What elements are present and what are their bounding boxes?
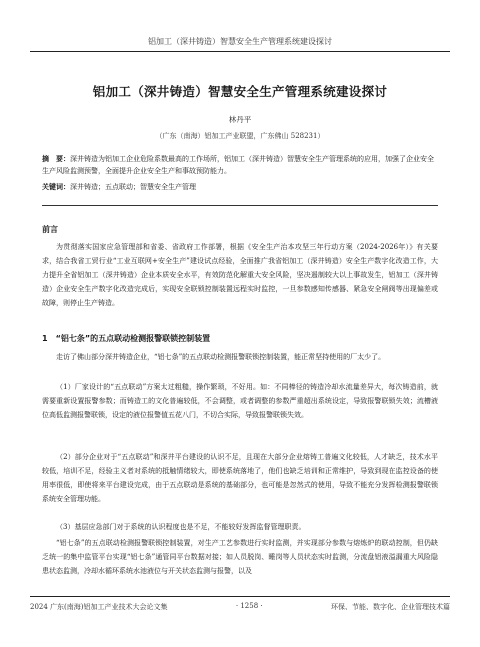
section-1-paragraph: 走访了佛山部分深井铸造企业，“铝七条”的五点联动检测报警联锁控制装置，能正常坚持使用的厂太少了。 [56,353,386,361]
running-header: 铝加工（深井铸造）智慧安全生产管理系统建设探讨 [30,36,450,52]
footer-section: 环保、节能、数字化、企业管理技术篇 [330,603,450,611]
section-1-paragraph: （3）基层应急部门对于系统的认识程度也是不足，不能较好发挥监督管理职责。 [56,523,306,531]
footer-divider [30,596,450,597]
keywords-text: 深井铸造；五点联动；智慧安全生产管理 [70,183,196,191]
section-1-paragraph: （2）部分企业对于“五点联动”和深井平台建设的认识不足，且现在大部分企业熔铸工普遍文化较低，人才缺乏，技术水平较低，培训不足，经验主义者对系统的抵触情绪较大，即使系统落地了，他们也缺乏培训和正常维护，导致到现在监控设备的使用率很低，即使将来平台建设完成，由于五点联动是系统的基础部分，也可能是忽然式的使用，导致不能充分发挥检测报警联锁系统安全管理功能。 [42,453,438,503]
keywords [42,182,438,192]
paper-title: 铝加工（深井铸造）智慧安全生产管理系统建设探讨 [92,84,388,99]
affiliation: （广东（南海）铝加工产业联盟，广东佛山 528231） [155,132,325,140]
abstract-text: 深井铸造为铝加工企业危险系数最高的工作场所，铝加工（深井铸造）智慧安全生产管理系统的应用，加强了企业安全生产风险监测预警，全面提升企业安全生产和事故预防能力。 [42,155,434,175]
section-1-paragraph: “铝七条”的五点联动检测报警联锁控制装置，对生产工艺参数进行实时监测，并实现部分参数与熔炼炉的联动控制，但仍缺乏统一的集中监管平台实现“铝七条”通管同平台数据对接；如人员脱岗、睡岗等人员状态实时监测，分流盘铝液溢漏重大风险隐患状态监测，冷却水循环系统水池液位与开关状态监测与报警，以及 [42,539,438,575]
intro-paragraph: 为贯彻落实国家应急管理部和省委、省政府工作部署，根据《安全生产治本攻坚三年行动方案（2024-2026年）》有关要求，结合我省工贸行业“工业互联网+安全生产”建设试点经验，全面推广我省铝加工（深井铸造）安全生产数字化改造工作，大力提升全省铝加工（深井铸造）企业本质安全水平，有效防范化解重大安全风险，坚决遏制较大以上事故发生，铝加工（深井铸造）企业安全生产数字化改造完成后，实现安全联锁控制装置远程实时监控，一旦参数感知传感器、紧急安全闸阀等出现偏差或故障，则停止生产铸造。 [42,243,438,307]
section-heading-1: 1 “铝七条”的五点联动检测报警联锁控制装置 [42,334,211,343]
section-1-paragraph: （1）厂家设计的“五点联动”方案太过粗糙，操作繁琐，不好用。如：不同棒径的铸造冷却水流量差异大，每次铸造前，就需要重新设置报警参数；而铸造工的文化普遍较低，不会调整，或者调整的参数严重超出系统设定，导致报警联锁失效；流槽液位高低监测报警联锁，设定的液位报警值五花八门，不切合实际，导致报警联锁失效。 [42,383,438,419]
abstract-divider [42,205,438,206]
abstract [42,153,438,177]
footer-proceedings: 2024 广东(南海)铝加工产业技术大会论文集 [30,603,168,611]
keywords-label: 关键词： [42,183,70,191]
page-number: · 1258 · [235,602,263,610]
section-heading-intro: 前言 [42,225,58,234]
page-footer [30,602,450,612]
author: 林丹平 [228,115,252,124]
abstract-label: 摘 要： [42,155,70,163]
